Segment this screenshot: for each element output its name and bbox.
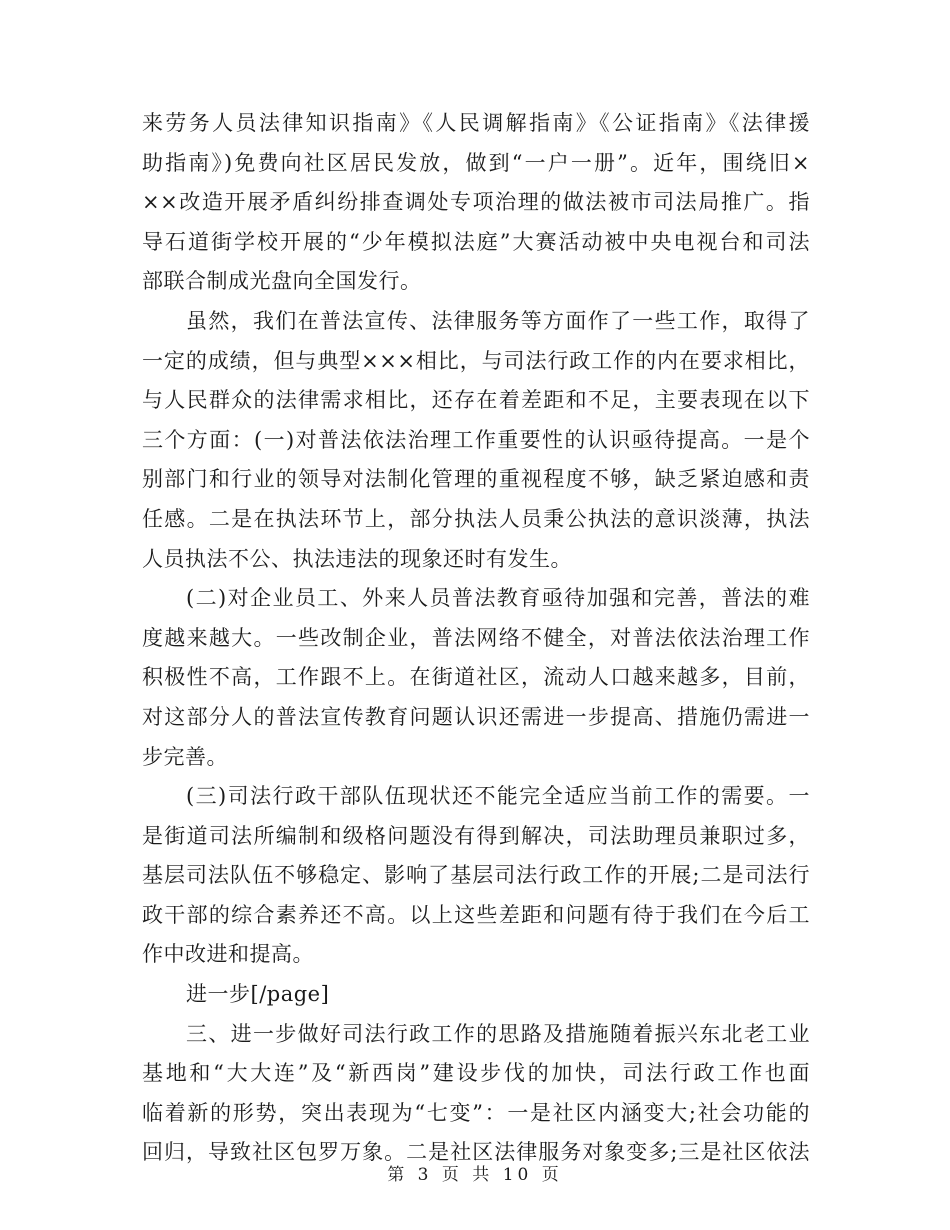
text-line: 助指南》)免费向社区居民发放，做到“一户一册”。近年，围绕旧× bbox=[142, 150, 810, 175]
text-line: 步完善。 bbox=[142, 744, 228, 769]
text-line: 一定的成绩，但与典型×××相比，与司法行政工作的内在要求相比， bbox=[142, 348, 810, 373]
text-line: 导石道街学校开展的“少年模拟法庭”大赛活动被中央电视台和司法 bbox=[142, 229, 810, 254]
text-line: 基地和“大大连”及“新西岗”建设步伐的加快，司法行政工作也面 bbox=[142, 1061, 810, 1086]
text-line: 任感。二是在执法环节上，部分执法人员秉公执法的意识淡薄，执法 bbox=[142, 506, 810, 531]
text-line: 政干部的综合素养还不高。以上这些差距和问题有待于我们在今后工 bbox=[142, 902, 810, 927]
text-line: 作中改进和提高。 bbox=[142, 942, 314, 967]
text-line: 与人民群众的法律需求相比，还存在着差距和不足，主要表现在以下 bbox=[142, 388, 810, 413]
text-line: 虽然，我们在普法宣传、法律服务等方面作了一些工作，取得了 bbox=[186, 308, 810, 333]
text-line: 是街道司法所编制和级格问题没有得到解决，司法助理员兼职过多， bbox=[142, 823, 810, 848]
text-line: 基层司法队伍不够稳定、影响了基层司法行政工作的开展;二是司法行 bbox=[142, 863, 810, 888]
text-line: 度越来越大。一些改制企业，普法网络不健全，对普法依法治理工作 bbox=[142, 625, 810, 650]
text-line: 对这部分人的普法宣传教育问题认识还需进一步提高、措施仍需进一 bbox=[142, 704, 810, 729]
text-line: 人员执法不公、执法违法的现象还时有发生。 bbox=[142, 546, 572, 571]
text-line: ××改造开展矛盾纠纷排查调处专项治理的做法被市司法局推广。指 bbox=[142, 190, 810, 215]
text-line: 来劳务人员法律知识指南》《人民调解指南》《公证指南》《法律援 bbox=[142, 111, 810, 135]
document-body bbox=[142, 104, 810, 1173]
text-line: 部联合制成光盘向全国发行。 bbox=[142, 269, 422, 294]
text-line: 三个方面：(一)对普法依法治理工作重要性的认识亟待提高。一是个 bbox=[142, 427, 810, 452]
text-line: 别部门和行业的领导对法制化管理的重视程度不够，缺乏紧迫感和责 bbox=[142, 467, 810, 492]
text-line: (三)司法行政干部队伍现状还不能完全适应当前工作的需要。一 bbox=[186, 784, 810, 809]
text-line: 临着新的形势，突出表现为“七变”：一是社区内涵变大;社会功能的 bbox=[142, 1100, 810, 1125]
text-line: 积极性不高，工作跟不上。在街道社区，流动人口越来越多，目前， bbox=[142, 665, 810, 690]
page-number-footer: 第 3 页 共 10 页 bbox=[387, 1165, 563, 1185]
text-line: 回归，导致社区包罗万象。二是社区法律服务对象变多;三是社区依法 bbox=[142, 1140, 810, 1165]
text-line: 三、进一步做好司法行政工作的思路及措施随着振兴东北老工业 bbox=[186, 1021, 810, 1046]
text-line: 进一步[/page] bbox=[186, 982, 330, 1007]
text-line: (二)对企业员工、外来人员普法教育亟待加强和完善，普法的难 bbox=[186, 586, 810, 611]
